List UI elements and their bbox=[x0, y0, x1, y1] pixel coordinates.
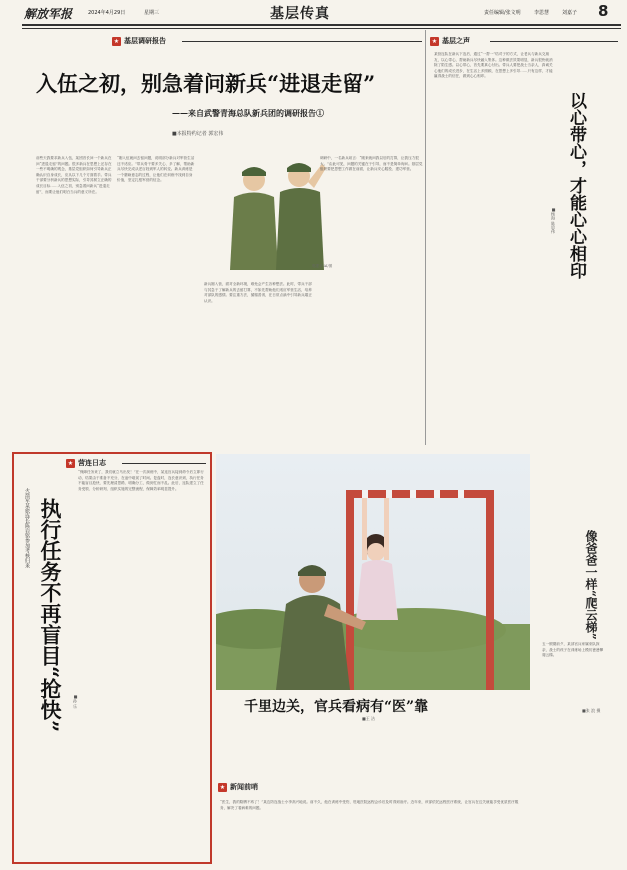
section-title: 基层传真 bbox=[270, 6, 330, 22]
camp-title: 执行任务不再盲目“抢快” bbox=[38, 498, 63, 733]
feature-photo-credit: ■张 浪 摄 bbox=[582, 708, 601, 713]
voice-tag-label: 基层之声 bbox=[442, 37, 470, 45]
feature-text-right bbox=[530, 720, 618, 858]
report-tag bbox=[112, 36, 166, 46]
report-col-3: 新兵刚入营，面对全新环境，难免会产生各种想法。此时，带兵干部与其急于了解新兵的去留打算，不如先帮助他们适应军营生活，培养对部队的感情。要注重方法，循循善诱，在日常点滴中引导新兵端正认识。 bbox=[204, 282, 312, 303]
camp-tag-label: 营连日志 bbox=[78, 459, 106, 467]
report-col-4: 调研中，一名新兵坦言：“刚来就问我以后的打算，让我压力很大。”由此可见，问题的关键在于引导，而不是简单询问。基层党组织要把思想工作做在前面，让新兵安心服役、建功军营。 bbox=[320, 156, 423, 172]
date: 2024年4月29日 bbox=[88, 10, 126, 16]
voice-text: 某营连队在新兵下连后，通过“一帮一”结对子的方式，让老兵与新兵交朋友，以心带心，帮助新兵尽快融入集体。这种做法效果明显，新兵很快就消除了陌生感。以心带心，首先要真心付出。带兵人要把战士当亲人，真诚关心他们的成长进步，在生活上多照顾，在思想上多引导……只有这样，才能赢得战士的信任，做到心心相印。 bbox=[434, 52, 553, 79]
page-number: 8 bbox=[598, 2, 609, 20]
report-byline: ■本报特约记者 郭宏伟 bbox=[172, 131, 224, 137]
report-headline: 入伍之初，别急着问新兵“进退走留” bbox=[36, 71, 376, 96]
voice-tag bbox=[430, 36, 470, 46]
camp-section bbox=[12, 452, 212, 864]
feature-photo-title: 像爸爸一样“爬云梯” bbox=[584, 530, 598, 640]
report-section bbox=[22, 32, 424, 444]
voice-section bbox=[428, 32, 620, 444]
masthead-rule-thin bbox=[22, 28, 621, 29]
editor: 责任编辑/张文明 bbox=[484, 10, 521, 16]
camp-text: “保障任务来了，我们就立马出发！”在一次演练中，某连官兵接到命令后立即行动，结果由于准备不充分，在途中耽误了时间。复盘时，连长意识到，执行任务不能盲目抢快，要先理清思路、明确分工，做到忙而不乱。此后，连队建立了任务受领、分析研判、组织实施的完整流程，保障效率明显提升。 bbox=[78, 470, 204, 491]
news-tag-label: 新闻前哨 bbox=[230, 783, 258, 791]
star-icon: ★ bbox=[113, 37, 120, 45]
editor-2: 李思慧 bbox=[534, 10, 550, 16]
column-divider bbox=[425, 30, 426, 445]
editor-3: 刘嘉子 bbox=[562, 10, 578, 16]
feature-photo-caption: 五一假期前夕，某部官兵家属来队探亲，战士的孩子在训练场上模仿爸爸攀爬云梯。 bbox=[542, 642, 604, 658]
feature-text: “医生，我的胳膊不疼了！”某边防连战士小李高兴地说。前不久，他在训练中受伤，驻地医院远程会诊后及时得到治疗。近年来，该部依托远程医疗系统，让官兵在边关就能享受优质医疗服务，解决了看病难的问题。 bbox=[220, 800, 519, 810]
camp-note: 火箭军某旅连长陈岩铭参加考核归来 bbox=[24, 488, 30, 568]
camp-tag-rule bbox=[122, 463, 206, 464]
feature-byline: ■王 洁 bbox=[362, 716, 376, 721]
masthead bbox=[0, 0, 627, 26]
report-col-1: 前些天我要求新兵入伍，某团首长问一个新兵在问“进退走留”的问题。很多新兵在思想上还存在一些不明确的观念，基层党组织如何引导新兵正确认识自身成长，应从以下几个方面着手。带兵干部要分析新兵的思想实际，引导其树立正确的成长目标……入伍之初，别急着问新兵“进退走留”，而要让他们明白当兵的意义所在。 bbox=[36, 156, 112, 194]
weekday: 星期三 bbox=[144, 10, 160, 16]
report-tag-rule bbox=[182, 41, 422, 42]
feature-section bbox=[214, 452, 620, 864]
report-subhead: ——来自武警青海总队新兵团的调研报告① bbox=[172, 108, 324, 118]
report-tag-label: 基层调研报告 bbox=[124, 37, 166, 45]
voice-title: 以心带心，才能心心相印 bbox=[566, 92, 586, 279]
news-tag bbox=[218, 782, 258, 792]
photo-caption: 郭建平·AI/图 bbox=[312, 264, 333, 268]
camp-tag bbox=[66, 458, 106, 468]
star-icon: ★ bbox=[67, 459, 74, 467]
voice-byline: ■杨海 陈思伟 bbox=[551, 207, 556, 234]
report-col-2: “刚入伍就问去留问题，说明部分新兵对军营生活还不适应。”带兵骨干要多关心、多了解，帮助新兵尽快完成从老百姓到军人的转变。新兵训练是一个磨砺意志的过程，让他们在训练中找到自身价值，坚定扎根军营的信念。 bbox=[117, 156, 195, 183]
star-icon: ★ bbox=[219, 783, 226, 791]
camp-text-bottom bbox=[20, 766, 74, 856]
star-icon: ★ bbox=[431, 37, 438, 45]
feature-photo bbox=[216, 454, 530, 690]
camp-byline: ■孙 乐 bbox=[73, 694, 78, 709]
voice-tag-rule bbox=[490, 41, 618, 42]
feature-headline: 千里边关，官兵看病有“医”靠 bbox=[244, 699, 429, 715]
masthead-rule bbox=[22, 24, 621, 26]
logo: 解放军报 bbox=[24, 7, 73, 21]
